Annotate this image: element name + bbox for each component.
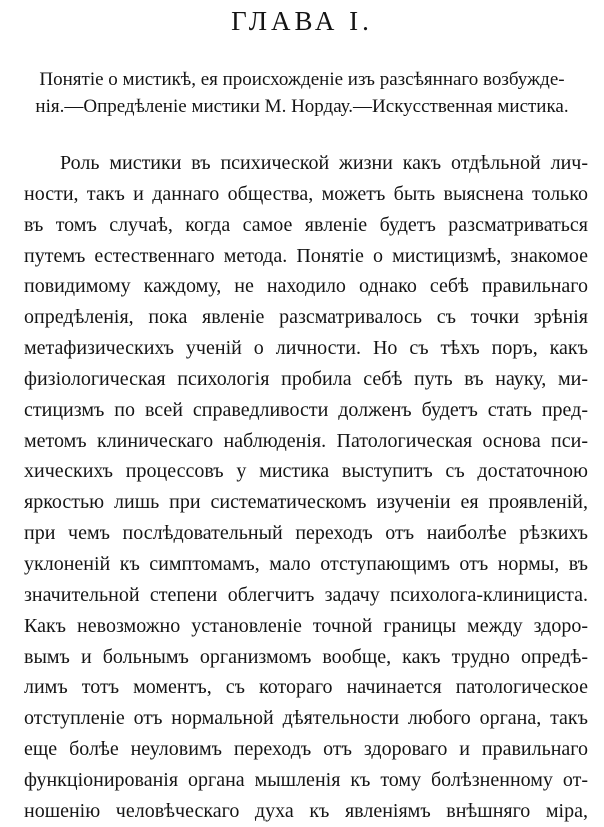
paragraph-line: стицизмъ по всей справедливости долженъ будетъ стать пред- <box>24 398 588 421</box>
paragraph-line: вымъ и больнымъ организмомъ вообще, какъ трудно опредѣ- <box>24 645 588 668</box>
chapter-title: ГЛАВА I. <box>231 6 373 36</box>
paragraph-line: повидимому каждому, не находило однако себѣ правильнаго <box>24 275 588 298</box>
paragraph-line: опредѣленія, пока явленіе разсматривалось съ точки зрѣнія <box>24 306 588 329</box>
paragraph-line: отступленіе отъ нормальной дѣятельности любого органа, такъ <box>24 707 588 730</box>
paragraph-line: функціонированія органа мышленія къ тому болѣзненному от- <box>24 768 588 791</box>
paragraph-line: при чемъ послѣдовательный переходъ отъ наиболѣе рѣзкихъ <box>24 522 588 545</box>
chapter-summary-line: Понятіе о мистикѣ, ея происхожденіе изъ разсѣяннаго возбужде- <box>39 69 565 90</box>
paragraph-line: значительной степени облегчитъ задачу психолога-клинициста. <box>24 583 588 606</box>
paragraph-line: физіологическая психологія пробила себѣ путь въ науку, ми- <box>24 367 588 390</box>
paragraph-line: метомъ клиническаго наблюденія. Патологическая основа пси- <box>24 429 588 452</box>
chapter-summary-line: нія.—Опредѣленіе мистики М. Нордау.—Искусственная мистика. <box>35 96 569 117</box>
paragraph-line: лимъ тотъ моментъ, съ котораго начинается патологическое <box>24 676 588 699</box>
paragraph-line: уклоненій къ симптомамъ, мало отступающимъ отъ нормы, въ <box>24 552 588 575</box>
paragraph-line: яркостью лишь при систематическомъ изученіи ея проявленій, <box>24 491 588 514</box>
paragraph-line: метафизическихъ ученій о личности. Но съ тѣхъ поръ, какъ <box>24 337 588 360</box>
paragraph-line: ношенію человѣческаго духа къ явленіямъ внѣшняго міра, <box>24 799 588 822</box>
paragraph-line: еще болѣе неуловимъ переходъ отъ здороваго и правильнаго <box>24 738 588 761</box>
paragraph-line: въ томъ случаѣ, когда самое явленіе будетъ разсматриваться <box>24 213 588 236</box>
paragraph-line: Какъ невозможно установленіе точной границы между здоро- <box>24 614 588 637</box>
paragraph-line: путемъ естественнаго метода. Понятіе о мистицизмѣ, знакомое <box>24 244 588 267</box>
body-paragraph <box>24 148 588 827</box>
paragraph-line: ности, такъ и даннаго общества, можетъ быть выяснена только <box>24 182 588 205</box>
paragraph-line: хическихъ процессовъ у мистика выступитъ съ достаточною <box>24 460 588 483</box>
paragraph-line: Роль мистики въ психической жизни какъ отдѣльной лич- <box>60 152 588 174</box>
